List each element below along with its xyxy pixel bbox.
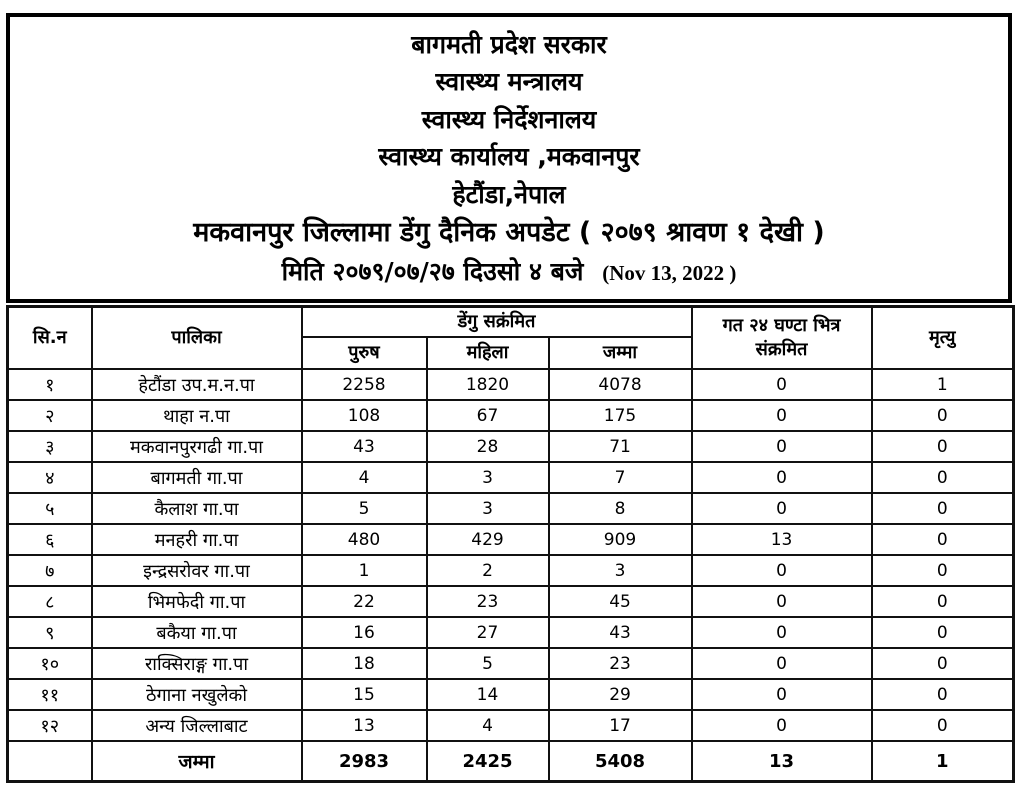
cell-total: 909 — [549, 524, 692, 555]
cell-sn: ८ — [8, 586, 92, 617]
cell-total: 29 — [549, 679, 692, 710]
cell-last24: 0 — [692, 679, 872, 710]
cell-death: 0 — [872, 648, 1014, 679]
cell-last24: 0 — [692, 369, 872, 400]
cell-last24: 0 — [692, 617, 872, 648]
table-body — [8, 369, 1014, 781]
cell-total: 23 — [549, 648, 692, 679]
org-line-province: बागमती प्रदेश सरकार — [411, 29, 607, 59]
cell-palika: अन्य जिल्लाबाट — [92, 710, 302, 741]
cell-female: 2425 — [427, 741, 549, 781]
cell-male: 13 — [302, 710, 427, 741]
cell-male: 16 — [302, 617, 427, 648]
cell-male: 22 — [302, 586, 427, 617]
table-row — [8, 679, 1014, 710]
table-row — [8, 431, 1014, 462]
cell-sn: ६ — [8, 524, 92, 555]
table-row — [8, 586, 1014, 617]
cell-last24: 0 — [692, 493, 872, 524]
table-row — [8, 710, 1014, 741]
cell-palika: कैलाश गा.पा — [92, 493, 302, 524]
table-total-row — [8, 741, 1014, 781]
cell-total-label: जम्मा — [92, 741, 302, 781]
col-header-death: मृत्यु — [872, 307, 1014, 370]
cell-male: 4 — [302, 462, 427, 493]
cell-sn: ५ — [8, 493, 92, 524]
org-line-office: स्वास्थ्य कार्यालय ,मकवानपुर — [378, 142, 640, 172]
cell-female: 1820 — [427, 369, 549, 400]
cell-palika: इन्द्रसरोवर गा.पा — [92, 555, 302, 586]
cell-last24: 13 — [692, 524, 872, 555]
cell-total: 45 — [549, 586, 692, 617]
col-header-dengue-group: डेंगु सक्रंमित — [302, 307, 692, 338]
table-row — [8, 400, 1014, 431]
cell-male: 1 — [302, 555, 427, 586]
cell-last24: 0 — [692, 710, 872, 741]
cell-sn: १२ — [8, 710, 92, 741]
cell-palika: थाहा न.पा — [92, 400, 302, 431]
col-header-sn: सि.न — [8, 307, 92, 370]
cell-last24: 0 — [692, 462, 872, 493]
cell-death: 0 — [872, 431, 1014, 462]
cell-palika: राक्सिराङ्ग गा.पा — [92, 648, 302, 679]
cell-sn: ४ — [8, 462, 92, 493]
cell-sn: १ — [8, 369, 92, 400]
cell-last24: 0 — [692, 586, 872, 617]
cell-sn: १० — [8, 648, 92, 679]
cell-total: 4078 — [549, 369, 692, 400]
org-line-ministry: स्वास्थ्य मन्त्रालय — [435, 67, 583, 97]
cell-palika: भिमफेदी गा.पा — [92, 586, 302, 617]
cell-death: 1 — [872, 369, 1014, 400]
report-date-nepali: मिति २०७९/०७/२७ दिउसो ४ बजे — [281, 256, 584, 286]
report-date-english: (Nov 13, 2022 ) — [602, 260, 737, 285]
cell-palika: बागमती गा.पा — [92, 462, 302, 493]
cell-total: 175 — [549, 400, 692, 431]
cell-palika: हेटौंडा उप.म.न.पा — [92, 369, 302, 400]
col-header-total: जम्मा — [549, 337, 692, 369]
cell-total: 3 — [549, 555, 692, 586]
cell-female: 23 — [427, 586, 549, 617]
cell-male: 108 — [302, 400, 427, 431]
table-row — [8, 462, 1014, 493]
cell-male: 480 — [302, 524, 427, 555]
table-row — [8, 369, 1014, 400]
cell-death: 0 — [872, 710, 1014, 741]
cell-female: 4 — [427, 710, 549, 741]
cell-total: 43 — [549, 617, 692, 648]
cell-total: 8 — [549, 493, 692, 524]
report-date-line — [282, 258, 737, 286]
table-row — [8, 555, 1014, 586]
cell-male: 15 — [302, 679, 427, 710]
letterhead — [6, 13, 1012, 303]
cell-female: 3 — [427, 493, 549, 524]
cell-total: 5408 — [549, 741, 692, 781]
cell-palika: मकवानपुरगढी गा.पा — [92, 431, 302, 462]
cell-sn: ७ — [8, 555, 92, 586]
cell-death: 0 — [872, 617, 1014, 648]
cell-female: 5 — [427, 648, 549, 679]
cell-sn: ३ — [8, 431, 92, 462]
cell-last24: 0 — [692, 431, 872, 462]
table-row — [8, 617, 1014, 648]
cell-palika: ठेगाना नखुलेको — [92, 679, 302, 710]
org-line-directorate: स्वास्थ्य निर्देशनालय — [421, 104, 597, 134]
cell-last24: 0 — [692, 648, 872, 679]
cell-death: 0 — [872, 586, 1014, 617]
col-header-palika: पालिका — [92, 307, 302, 370]
cell-female: 3 — [427, 462, 549, 493]
cell-sn: ११ — [8, 679, 92, 710]
cell-male: 18 — [302, 648, 427, 679]
cell-total: 7 — [549, 462, 692, 493]
cell-female: 429 — [427, 524, 549, 555]
cell-death: 1 — [872, 741, 1014, 781]
cell-male: 43 — [302, 431, 427, 462]
report-title: मकवानपुर जिल्लामा डेंगु दैनिक अपडेट ( २०७९ श्रावण १ देखी ) — [193, 216, 825, 248]
cell-female: 2 — [427, 555, 549, 586]
cell-male: 5 — [302, 493, 427, 524]
cell-last24: 0 — [692, 555, 872, 586]
cell-palika: बकैया गा.पा — [92, 617, 302, 648]
dengue-report-table — [6, 305, 1015, 783]
cell-total: 71 — [549, 431, 692, 462]
cell-death: 0 — [872, 400, 1014, 431]
cell-death: 0 — [872, 679, 1014, 710]
table-row — [8, 648, 1014, 679]
cell-sn: २ — [8, 400, 92, 431]
org-line-location: हेटौंडा,नेपाल — [452, 179, 566, 209]
cell-death: 0 — [872, 555, 1014, 586]
col-header-last24: गत २४ घण्टा भित्र संक्रमित — [692, 307, 872, 370]
cell-female: 14 — [427, 679, 549, 710]
cell-female: 27 — [427, 617, 549, 648]
cell-death: 0 — [872, 462, 1014, 493]
table-row — [8, 493, 1014, 524]
cell-death: 0 — [872, 493, 1014, 524]
table-row — [8, 524, 1014, 555]
cell-palika: मनहरी गा.पा — [92, 524, 302, 555]
cell-female: 28 — [427, 431, 549, 462]
cell-sn — [8, 741, 92, 781]
col-header-female: महिला — [427, 337, 549, 369]
cell-sn: ९ — [8, 617, 92, 648]
cell-female: 67 — [427, 400, 549, 431]
cell-male: 2258 — [302, 369, 427, 400]
cell-last24: 0 — [692, 400, 872, 431]
cell-death: 0 — [872, 524, 1014, 555]
col-header-male: पुरुष — [302, 337, 427, 369]
table-header — [8, 307, 1014, 370]
cell-last24: 13 — [692, 741, 872, 781]
cell-male: 2983 — [302, 741, 427, 781]
cell-total: 17 — [549, 710, 692, 741]
